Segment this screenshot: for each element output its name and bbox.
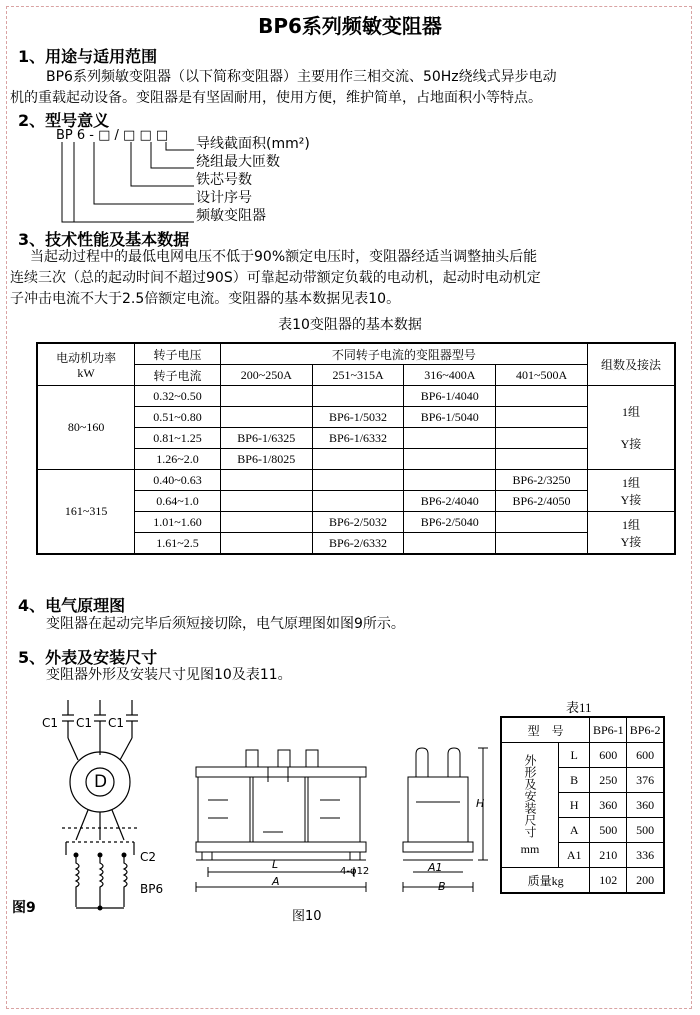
table-cell: BP6-2/4040	[404, 491, 496, 512]
fig10-dim-a1: A1	[428, 861, 443, 874]
section1-line1: BP6系列频敏变阻器（以下简称变阻器）主要用作三相交流、50Hz绕线式异步电动	[46, 69, 557, 85]
table-cell: 210	[590, 843, 627, 868]
fig10-dim-a: A	[272, 875, 280, 888]
group2-connection-1: 1组 Y接	[587, 470, 675, 512]
model-item-5: 频敏变阻器	[196, 208, 266, 224]
model-bracket-lines	[56, 140, 196, 225]
header-range-1: 200~250A	[220, 365, 312, 386]
table-cell: 1.61~2.5	[135, 533, 221, 555]
table-cell	[312, 386, 404, 407]
fig10-caption: 图10	[292, 909, 322, 924]
table-cell	[312, 491, 404, 512]
table-cell: BP6-2/3250	[496, 470, 588, 491]
model-item-3: 铁芯号数	[196, 172, 252, 188]
table-cell: BP6-1/4040	[404, 386, 496, 407]
fig9-label-bp6: BP6	[140, 882, 164, 896]
group1-connection: 1组 Y接	[587, 386, 675, 470]
t11-weight-bp62: 200	[627, 868, 664, 894]
model-item-1: 导线截面积(mm²)	[196, 136, 310, 152]
t11-side-label: 外形及安装尺寸 mm	[501, 743, 559, 868]
section3-heading: 3、技术性能及基本数据	[18, 230, 190, 249]
table-cell: BP6-1/5040	[404, 407, 496, 428]
table-cell	[312, 449, 404, 470]
fig9-label-c1-b: C1	[76, 716, 93, 730]
fig10-hole-label: 4-φ12	[340, 866, 370, 877]
t11-header-bp61: BP6-1	[590, 717, 627, 743]
table-cell: 360	[590, 793, 627, 818]
header-rotor-voltage: 转子电压	[135, 343, 221, 365]
section3-line2: 连续三次（总的起动时间不超过90S）可靠起动带额定负载的电动机，起动时电动机定	[10, 270, 541, 286]
table-cell: 500	[590, 818, 627, 843]
table-cell	[220, 491, 312, 512]
t11-header-bp62: BP6-2	[627, 717, 664, 743]
table-cell: L	[559, 743, 590, 768]
table-cell	[496, 533, 588, 555]
header-range-3: 316~400A	[404, 365, 496, 386]
table-cell: BP6-1/8025	[220, 449, 312, 470]
fig10-dim-h: H	[476, 797, 485, 810]
section4-heading: 4、电气原理图	[18, 596, 126, 615]
table-cell	[404, 449, 496, 470]
table-cell	[496, 386, 588, 407]
header-rotor-current: 转子电流	[135, 365, 221, 386]
table-cell	[220, 386, 312, 407]
table-row	[501, 743, 664, 768]
table-cell	[312, 470, 404, 491]
table11-caption: 表11	[566, 700, 592, 715]
table-cell: A1	[559, 843, 590, 868]
table-cell: BP6-2/4050	[496, 491, 588, 512]
fig9-label-c1-c: C1	[108, 716, 125, 730]
table-cell: 0.64~1.0	[135, 491, 221, 512]
fig10-dim-l: L	[272, 858, 279, 871]
table-cell: 600	[627, 743, 664, 768]
header-models: 不同转子电流的变阻器型号	[220, 343, 587, 365]
group1-power: 80~160	[37, 386, 135, 470]
table-cell	[404, 533, 496, 555]
header-power: 电动机功率 kW	[37, 343, 135, 386]
table-row	[501, 868, 664, 894]
fig9-label-c1-a: C1	[42, 716, 59, 730]
table-row	[37, 470, 675, 491]
table-cell: BP6-1/6325	[220, 428, 312, 449]
table-cell: 336	[627, 843, 664, 868]
table-cell: BP6-2/6332	[312, 533, 404, 555]
table-cell: 600	[590, 743, 627, 768]
header-range-4: 401~500A	[496, 365, 588, 386]
model-item-2: 绕组最大匝数	[196, 154, 280, 170]
table-cell: 0.32~0.50	[135, 386, 221, 407]
table-cell: A	[559, 818, 590, 843]
section1-line2: 机的重载起动设备。变阻器是有坚固耐用，使用方便，维护简单，占地面积小等特点。	[10, 90, 542, 106]
table11	[500, 716, 665, 894]
section5-heading: 5、外表及安装尺寸	[18, 648, 158, 667]
table-row	[501, 717, 664, 743]
table-cell	[220, 470, 312, 491]
table-cell: 0.81~1.25	[135, 428, 221, 449]
table-cell	[404, 428, 496, 449]
table-cell	[496, 449, 588, 470]
fig9-motor-label: D	[94, 772, 108, 792]
table-cell: BP6-2/5040	[404, 512, 496, 533]
table10-caption: 表10变阻器的基本数据	[278, 317, 422, 333]
table-cell: 1.26~2.0	[135, 449, 221, 470]
section5-line1: 变阻器外形及安装尺寸见图10及表11。	[46, 667, 292, 683]
table-cell	[496, 428, 588, 449]
header-range-2: 251~315A	[312, 365, 404, 386]
section1-heading: 1、用途与适用范围	[18, 47, 158, 66]
table-row	[37, 386, 675, 407]
model-code: BP 6 - □ / □ □ □	[56, 128, 169, 143]
t11-weight-label: 质量kg	[501, 868, 590, 894]
section4-line1: 变阻器在起动完毕后须短接切除，电气原理图如图9所示。	[46, 616, 405, 632]
t11-weight-bp61: 102	[590, 868, 627, 894]
table-cell: BP6-1/5032	[312, 407, 404, 428]
table-cell	[220, 512, 312, 533]
section2-heading: 2、型号意义	[18, 111, 110, 130]
t11-header-type: 型 号	[501, 717, 590, 743]
table-cell: BP6-2/5032	[312, 512, 404, 533]
table-cell: 250	[590, 768, 627, 793]
table-cell	[404, 470, 496, 491]
table-cell: 0.51~0.80	[135, 407, 221, 428]
table-cell: 500	[627, 818, 664, 843]
section3-line1: 当起动过程中的最低电网电压不低于90%额定电压时，变阻器经适当调整抽头后能	[30, 249, 538, 265]
fig9-label-c2: C2	[140, 850, 157, 864]
page-title: BP6系列频敏变阻器	[258, 14, 442, 38]
table10	[36, 342, 676, 555]
table-cell	[496, 512, 588, 533]
table-cell: 1.01~1.60	[135, 512, 221, 533]
table-cell: 360	[627, 793, 664, 818]
group2-connection-2: 1组 Y接	[587, 512, 675, 555]
table-cell: H	[559, 793, 590, 818]
group2-power: 161~315	[37, 470, 135, 555]
table-cell: 376	[627, 768, 664, 793]
section3-line3: 子冲击电流不大于2.5倍额定电流。变阻器的基本数据见表10。	[10, 291, 401, 307]
model-item-4: 设计序号	[196, 190, 252, 206]
table-cell	[496, 407, 588, 428]
table-cell: 0.40~0.63	[135, 470, 221, 491]
header-groups: 组数及接法	[587, 343, 675, 386]
table-cell	[220, 407, 312, 428]
fig10-dim-b: B	[438, 880, 446, 893]
fig9-caption: 图9	[12, 900, 36, 916]
table-cell: BP6-1/6332	[312, 428, 404, 449]
table-row	[37, 343, 675, 365]
table-cell: B	[559, 768, 590, 793]
table-cell	[220, 533, 312, 555]
